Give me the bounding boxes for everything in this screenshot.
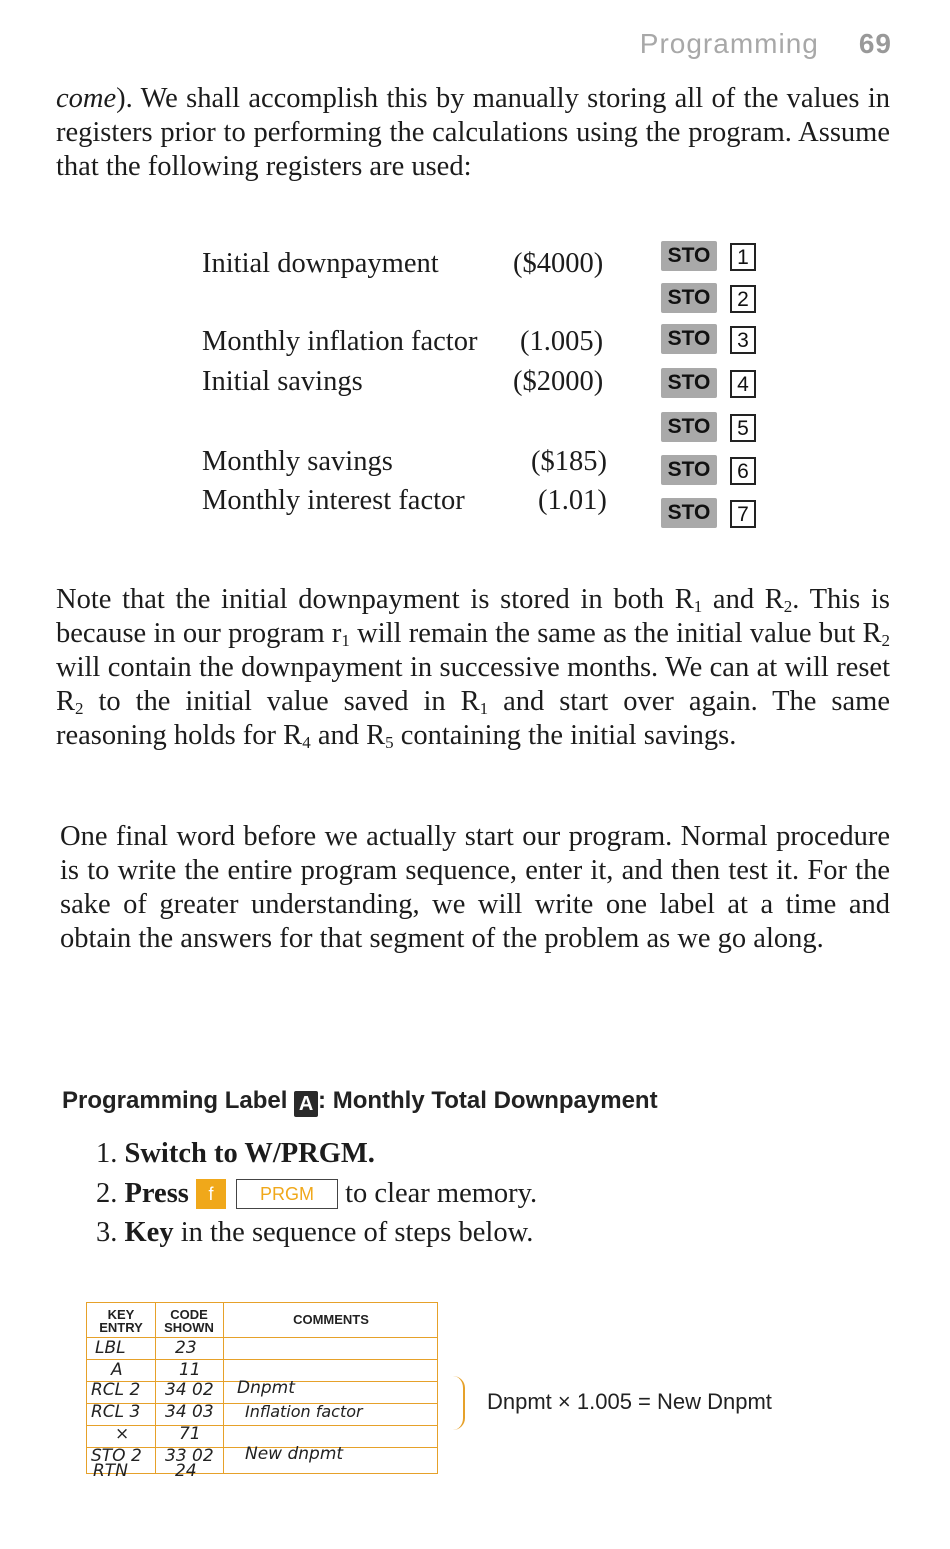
note-paragraph xyxy=(56,583,890,753)
register-7-key: 7 xyxy=(730,500,756,528)
sto-key: STO xyxy=(661,241,717,271)
sto-key: STO xyxy=(661,324,717,354)
table-divider xyxy=(87,1359,437,1360)
side-note: Dnpmt × 1.005 = New Dnpmt xyxy=(487,1389,772,1414)
key-entry-cell: RTN xyxy=(93,1461,128,1481)
code-cell: 71 xyxy=(179,1424,201,1444)
brace-icon xyxy=(453,1376,465,1430)
note-text: and start over again. The same reasoning holds for R xyxy=(56,686,890,751)
final-word-paragraph: One final word before we actually start our program. Normal procedure is to write the entire program sequence, enter it, and then test it. For the sake of greater understanding, we will write one label at a time and obtain the answers for that segment of the problem as we go along. xyxy=(60,821,890,954)
key-entry-cell: A xyxy=(111,1360,123,1380)
sto-key: STO xyxy=(661,412,717,442)
label-a-key: A xyxy=(294,1091,318,1117)
subscript: 4 xyxy=(302,733,311,752)
register-label-3: Monthly savings xyxy=(202,446,393,477)
col-header-comments: COMMENTS xyxy=(293,1312,369,1327)
step-number: 3. xyxy=(96,1217,118,1248)
register-value-0: ($4000) xyxy=(513,248,604,279)
f-key: f xyxy=(196,1179,226,1209)
code-cell: 34 02 xyxy=(165,1380,214,1400)
step-number: 2. xyxy=(96,1178,118,1209)
register-value-4: (1.01) xyxy=(538,485,607,516)
section-heading xyxy=(62,1087,658,1117)
step-bold: Press xyxy=(124,1178,189,1209)
comment-cell: New dnpmt xyxy=(245,1444,344,1464)
code-cell: 24 xyxy=(175,1461,197,1481)
step-bold: Switch to W/PRGM. xyxy=(124,1138,375,1169)
intro-paragraph xyxy=(56,82,890,184)
register-value-3: ($185) xyxy=(531,446,607,477)
step-1 xyxy=(96,1138,375,1170)
table-divider xyxy=(87,1425,437,1426)
register-6-key: 6 xyxy=(730,457,756,485)
code-cell: 33 02 xyxy=(165,1446,214,1466)
subscript: 1 xyxy=(693,597,703,616)
note-text: will remain the same as the initial value but R xyxy=(349,618,882,649)
running-head: Programming xyxy=(639,28,819,59)
key-entry-cell: RCL 2 xyxy=(91,1380,141,1400)
register-label-4: Monthly interest factor xyxy=(202,485,465,516)
subscript: 2 xyxy=(783,597,793,616)
sto-key: STO xyxy=(661,498,717,528)
step-3 xyxy=(96,1217,533,1249)
sto-key: STO xyxy=(661,283,717,313)
subscript: 1 xyxy=(479,699,489,718)
page-header xyxy=(640,28,892,60)
col-header-code-shown: CODE SHOWN xyxy=(164,1307,214,1335)
note-text: will contain the downpayment in successive months. We can at will reset R xyxy=(56,652,890,717)
key-entry-cell: RCL 3 xyxy=(91,1402,141,1422)
register-5-key: 5 xyxy=(730,414,756,442)
note-text: containing the initial savings. xyxy=(393,720,737,751)
note-text: and R xyxy=(310,720,386,751)
code-cell: 34 03 xyxy=(165,1402,214,1422)
step-2 xyxy=(96,1178,537,1210)
subscript: 2 xyxy=(75,699,84,718)
subscript: 2 xyxy=(881,631,891,650)
intro-italic: come xyxy=(56,83,117,114)
register-1-key: 1 xyxy=(730,243,756,271)
register-label-2: Initial savings xyxy=(202,366,363,397)
register-label-0: Initial downpayment xyxy=(202,248,439,279)
register-3-key: 3 xyxy=(730,326,756,354)
note-text: to the initial value saved in R xyxy=(83,686,480,717)
note-text: and R xyxy=(702,584,784,615)
register-value-1: (1.005) xyxy=(520,326,604,357)
table-divider xyxy=(87,1337,437,1338)
register-4-key: 4 xyxy=(730,370,756,398)
code-cell: 23 xyxy=(175,1338,197,1358)
page-number: 69 xyxy=(858,28,892,59)
section-suffix: : Monthly Total Downpayment xyxy=(318,1087,658,1114)
step-text: to clear memory. xyxy=(345,1178,538,1209)
intro-text: ). We shall accomplish this by manually storing all of the values in registers prior to performing the calculations using the program. Assume that the following registers are used: xyxy=(56,83,890,182)
program-table xyxy=(86,1302,438,1481)
sto-key: STO xyxy=(661,368,717,398)
step-bold: Key xyxy=(124,1217,174,1248)
key-entry-cell: STO 2 xyxy=(91,1446,142,1466)
register-value-2: ($2000) xyxy=(513,366,604,397)
subscript: 5 xyxy=(385,733,394,752)
note-text: Note that the initial downpayment is stored in both R xyxy=(56,584,694,615)
step-text: in the sequence of steps below. xyxy=(173,1217,534,1248)
section-prefix: Programming Label xyxy=(62,1087,288,1114)
note-text: . This is because in our program r xyxy=(56,584,890,649)
comment-cell: Dnpmt xyxy=(237,1378,295,1398)
register-2-key: 2 xyxy=(730,285,756,313)
sto-key: STO xyxy=(661,455,717,485)
key-entry-cell: LBL xyxy=(95,1338,126,1358)
subscript: 1 xyxy=(341,631,350,650)
key-entry-cell: × xyxy=(115,1424,130,1444)
code-cell: 11 xyxy=(179,1360,201,1380)
col-header-key-entry: KEY ENTRY xyxy=(99,1307,143,1335)
prgm-key: PRGM xyxy=(236,1179,338,1209)
register-label-1: Monthly inflation factor xyxy=(202,326,478,357)
step-number: 1. xyxy=(96,1138,118,1169)
comment-cell: Inflation factor xyxy=(245,1402,363,1421)
